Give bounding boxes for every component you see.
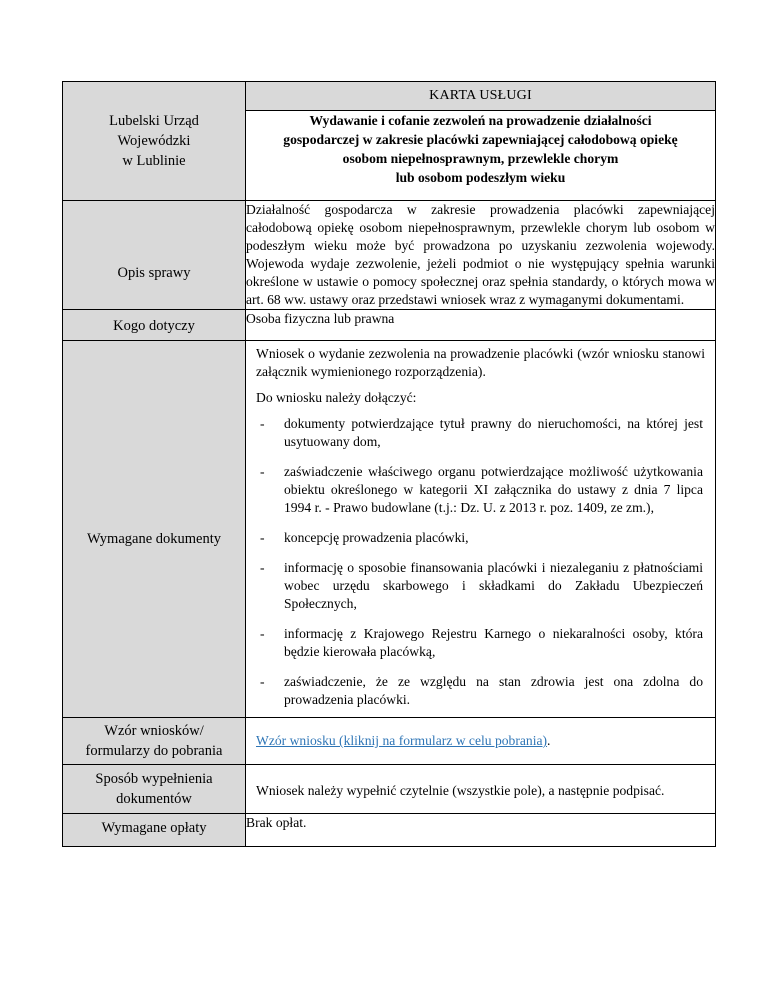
filling-instructions: Wniosek należy wypełnić czytelnie (wszystkie pole), a następnie podpisać. (256, 783, 665, 798)
office-name-line: w Lublinie (122, 153, 186, 169)
row-label-cell (63, 341, 246, 718)
document-item: - koncepcję prowadzenia placówki, (246, 529, 715, 547)
documents-list (246, 415, 715, 709)
applies-to-text: Osoba fizyczna lub prawna (246, 311, 395, 326)
row-wymagane-dokumenty (63, 341, 716, 718)
row-value-cell (246, 718, 716, 765)
row-label: Opis sprawy (117, 265, 191, 281)
office-name-line: Wojewódzki (117, 133, 191, 149)
form-link-punctuation: . (547, 733, 551, 748)
row-label-cell (63, 310, 246, 341)
row-value-cell (246, 814, 716, 847)
row-label-cell (63, 814, 246, 847)
row-label-cell (63, 201, 246, 310)
form-download-link[interactable]: Wzór wniosku (kliknij na formularz w celu pobrania) (256, 733, 548, 748)
documents-intro: Wniosek o wydanie zezwolenia na prowadzenie placówki (wzór wniosku stanowi załącznik wymienionego rozporządzenia). (256, 346, 705, 379)
row-label-cell (63, 718, 246, 765)
row-value-cell (246, 310, 716, 341)
row-value-cell (246, 765, 716, 814)
row-label: Wzór wniosków/ (104, 723, 204, 739)
service-subject-line: lub osobom podeszłym wieku (395, 170, 566, 185)
document-item: - zaświadczenie, że ze względu na stan zdrowia jest ona zdolna do prowadzenia placówki. (246, 673, 715, 709)
case-description: Działalność gospodarcza w zakresie prowadzenia placówki zapewniającej całodobową opiekę osobom niepełnosprawnym, przewlekle chorym lub osobom w podeszłym wieku może być prowadzona po uzyskaniu zezwolenia wojewody. Wojewoda wydaje zezwolenie, jeżeli podmiot o nie występujący spełnia warunki określone w ustawie o pomocy społecznej oraz spełnia standardy, o których mowa w art. 68 ww. ustawy oraz przedstawi wniosek wraz z wymaganymi dokumentami. (246, 202, 715, 307)
document-item: - informację z Krajowego Rejestru Karnego o niekaralności osoby, która będzie kierowała placówką, (246, 625, 715, 661)
card-title: KARTA USŁUGI (429, 88, 532, 103)
document-item: - informację o sposobie finansowania placówki i niezaleganiu z płatnościami wobec urzędu skarbowego i składkami do Zakładu Ubezpieczeń Społecznych, (246, 559, 715, 613)
service-card-table (62, 81, 716, 847)
row-label-cell (63, 765, 246, 814)
office-name-line: Lubelski Urząd (109, 113, 199, 129)
fees-text: Brak opłat. (246, 815, 307, 830)
office-name-cell (63, 82, 246, 201)
row-value-cell (246, 201, 716, 310)
row-sposob-wypelnienia (63, 765, 716, 814)
document-item: - dokumenty potwierdzające tytuł prawny do nieruchomości, na której jest usytuowany dom, (246, 415, 715, 451)
row-label: formularzy do pobrania (85, 743, 223, 759)
row-label: Wymagane opłaty (101, 820, 207, 836)
row-opis-sprawy (63, 201, 716, 310)
service-subject-line: Wydawanie i cofanie zezwoleń na prowadzenie działalności (309, 113, 652, 128)
row-wzor-wnioskow (63, 718, 716, 765)
row-wymagane-oplaty (63, 814, 716, 847)
row-label: Sposób wypełnienia (95, 771, 213, 787)
row-label: Kogo dotyczy (113, 318, 195, 334)
documents-lead: Do wniosku należy dołączyć: (256, 390, 417, 405)
row-label: Wymagane dokumenty (86, 531, 222, 547)
card-header (246, 82, 716, 111)
row-label: dokumentów (116, 791, 192, 807)
service-subject-line: gospodarczej w zakresie placówki zapewniającej całodobową opiekę (283, 132, 678, 147)
service-subject-line: osobom niepełnosprawnym, przewlekle chorym (342, 151, 619, 166)
row-kogo-dotyczy (63, 310, 716, 341)
service-subject (246, 111, 716, 201)
document-item: - zaświadczenie właściwego organu potwierdzające możliwość użytkowania obiektu określonego w kategorii XI załącznika do ustawy z dnia 7 lipca 1994 r. - Prawo budowlane (t.j.: Dz. U. z 2013 r. poz. 1409, ze zm.), (246, 463, 715, 517)
row-value-cell (246, 341, 716, 718)
